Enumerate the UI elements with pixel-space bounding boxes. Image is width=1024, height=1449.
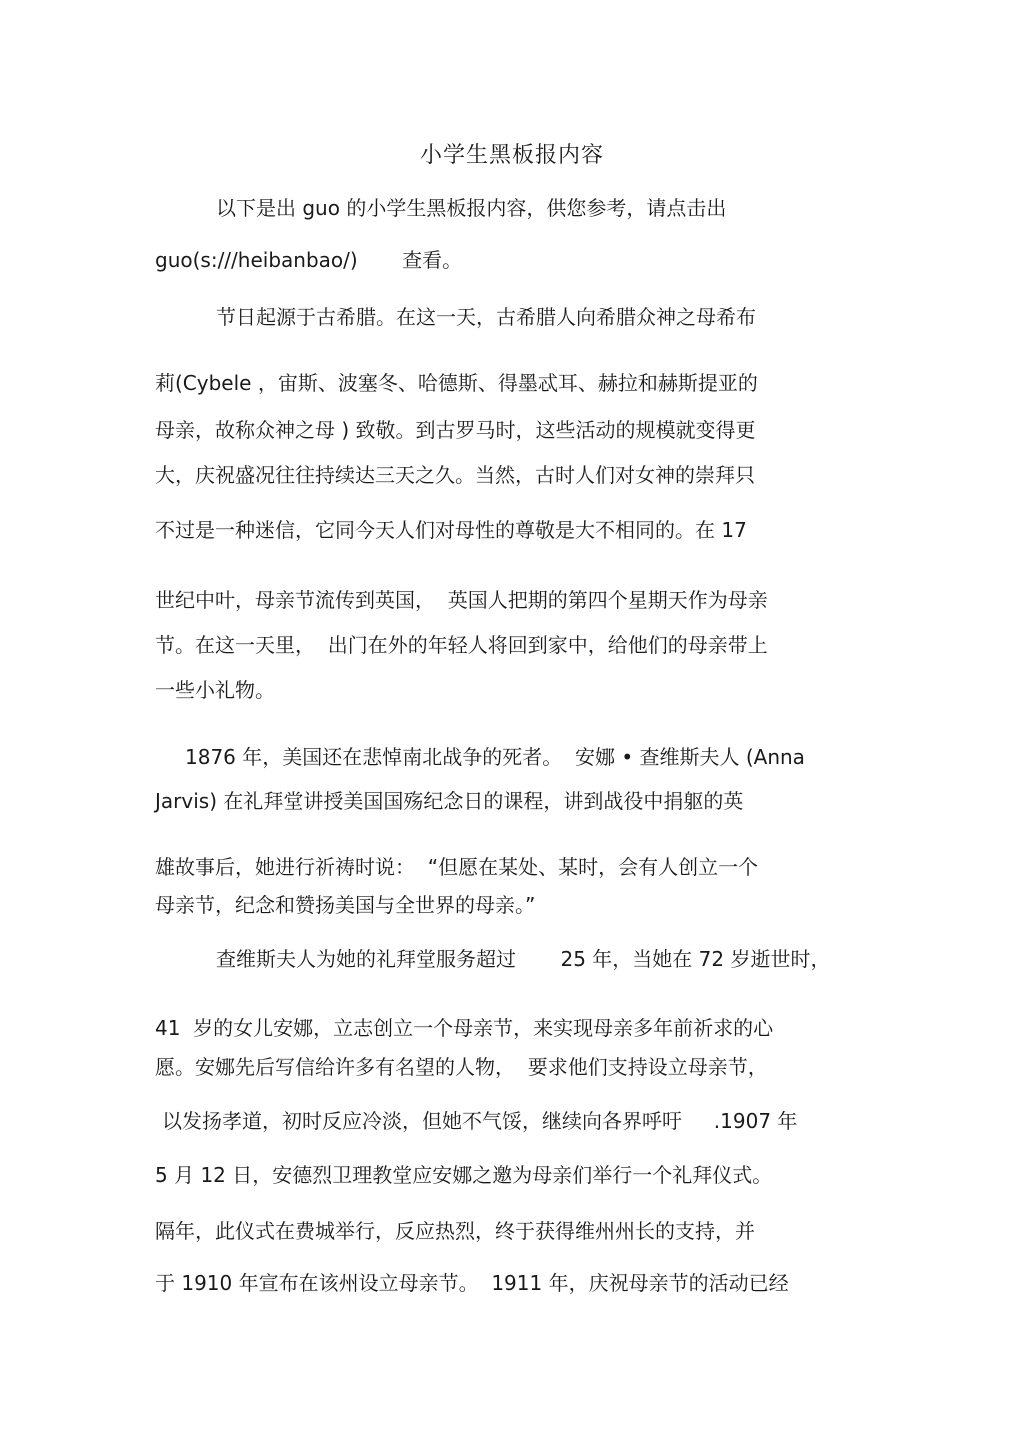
paragraph-line: 隔年，此仪式在费城举行，反应热烈，终于获得维州州长的支持，并 (155, 1219, 755, 1243)
paragraph-line: 世纪中叶，母亲节流传到英国， 英国人把期的第四个星期天作为母亲 (155, 588, 768, 612)
paragraph-line: 大，庆祝盛况往往持续达三天之久。当然，古时人们对女神的崇拜只 (155, 463, 755, 487)
paragraph-line: 41 岁的女儿安娜，立志创立一个母亲节，来实现母亲多年前祈求的心 (155, 1016, 774, 1040)
paragraph-line: 以发扬孝道，初时反应冷淡，但她不气馁，继续向各界呼吁 .1907 年 (162, 1109, 798, 1133)
paragraph-line: 节。在这一天里， 出门在外的年轻人将回到家中，给他们的母亲带上 (155, 633, 768, 657)
paragraph-line: 以下是出 guo 的小学生黑板报内容，供您参考，请点击出 (216, 196, 727, 220)
paragraph-line: 查维斯夫人为她的礼拜堂服务超过 25 年，当她在 72 岁逝世时， (216, 947, 831, 971)
paragraph-line: 母亲节，纪念和赞扬美国与全世界的母亲。” (155, 893, 536, 917)
paragraph-line: 一些小礼物。 (155, 678, 275, 702)
paragraph-line: 1876 年，美国还在悲悼南北战争的死者。 安娜 • 查维斯夫人 (Anna (185, 745, 805, 769)
paragraph-line: 莉(Cybele ，宙斯、波塞冬、哈德斯、得墨忒耳、赫拉和赫斯提亚的 (155, 371, 758, 395)
paragraph-line: 于 1910 年宣布在该州设立母亲节。 1911 年，庆祝母亲节的活动已经 (155, 1271, 789, 1295)
paragraph-line: guo(s:///heibanbao/) 查看。 (155, 248, 463, 272)
paragraph-line: 节日起源于古希腊。在这一天，古希腊人向希腊众神之母希布 (216, 305, 756, 329)
paragraph-line: 母亲，故称众神之母 ) 致敬。到古罗马时，这些活动的规模就变得更 (155, 418, 756, 442)
paragraph-line: 愿。安娜先后写信给许多有名望的人物， 要求他们支持设立母亲节， (155, 1055, 768, 1079)
paragraph-line: 不过是一种迷信，它同今天人们对母性的尊敬是大不相同的。在 17 (155, 518, 747, 542)
paragraph-line: 雄故事后，她进行祈祷时说： “但愿在某处、某时，会有人创立一个 (155, 855, 759, 879)
paragraph-line: Jarvis) 在礼拜堂讲授美国国殇纪念日的课程，讲到战役中捐躯的英 (155, 789, 744, 813)
document-title: 小学生黑板报内容 (419, 143, 604, 168)
paragraph-line: 5 月 12 日，安德烈卫理教堂应安娜之邀为母亲们举行一个礼拜仪式。 (155, 1163, 773, 1187)
